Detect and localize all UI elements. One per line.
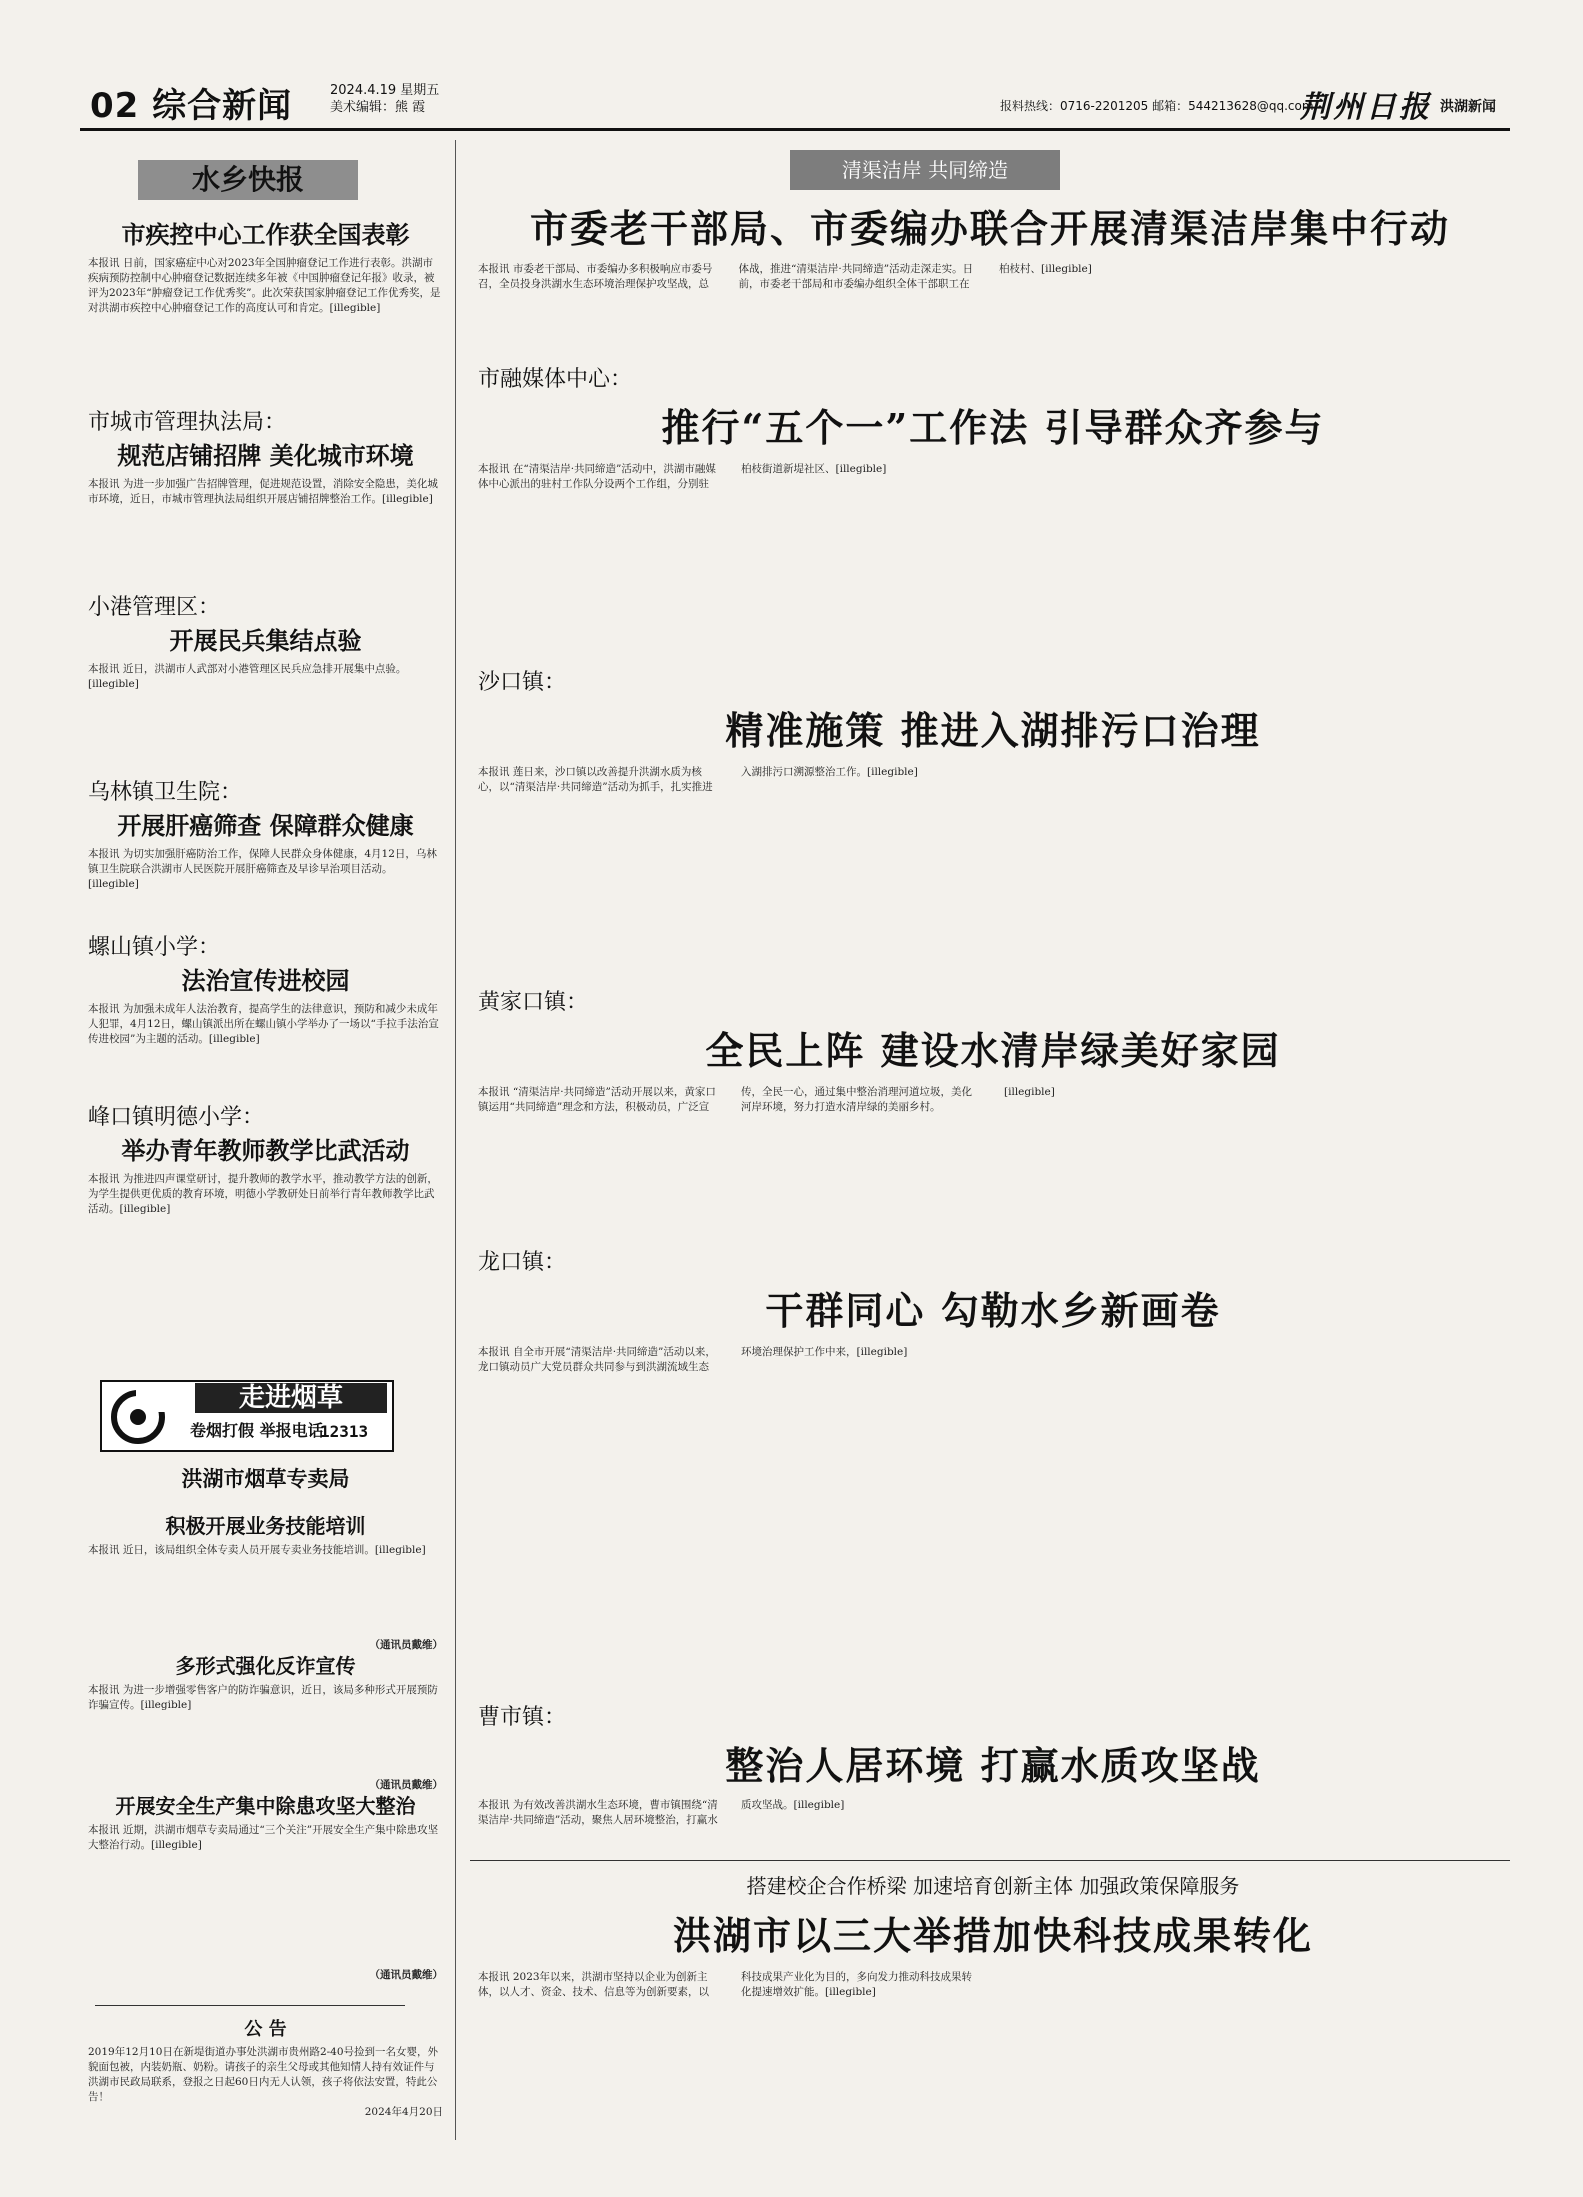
article-body: 本报讯 为进一步加强广告招牌管理，促进规范设置，消除安全隐患，美化城市环境，近日，市城市管理执法局组织开展店铺招牌整治工作。[illegible] xyxy=(88,478,438,505)
story-body: 本报讯 自全市开展“清渠洁岸·共同缔造”活动以来，龙口镇动员广大党员群众共同参与到洪湖流域生态环境治理保护工作中来，[illegible] xyxy=(478,1346,908,1373)
section-banner: 水乡快报 xyxy=(138,160,358,200)
story-section: 龙口镇： xyxy=(478,1250,567,1275)
bottom-rule xyxy=(470,1860,1510,1861)
story-section: 沙口镇： xyxy=(478,670,567,695)
story-headline: 精准施策 推进入湖排污口治理 xyxy=(725,708,1261,753)
story-headline: 整治人居环境 打赢水质攻坚战 xyxy=(725,1743,1261,1788)
article-body: 本报讯 近期，洪湖市烟草专卖局通过“三个关注”开展安全生产集中除患攻坚大整治行动。[illegible] xyxy=(88,1824,439,1851)
bottom-body: 本报讯 2023年以来，洪湖市坚持以企业为创新主体，以人才、资金、技术、信息等为创新要素，以科技成果产业化为目的，多向发力推动科技成果转化提速增效扩能。[illegible] xyxy=(478,1971,972,1998)
story-section: 曹市镇： xyxy=(478,1705,567,1730)
article-body: 本报讯 为加强未成年人法治教育，提高学生的法律意识，预防和减少未成年人犯罪，4月12日，螺山镇派出所在螺山镇小学举办了一场以“手拉手法治宣传进校园”为主题的活动。[illegible] xyxy=(88,1003,439,1045)
issue-meta xyxy=(330,82,439,116)
article-source: （通讯员戴维） xyxy=(369,1639,443,1651)
left-article-5 xyxy=(88,1100,443,1292)
tobacco-item-1 xyxy=(88,1650,443,1793)
article-headline: 开展民兵集结点验 xyxy=(169,626,362,655)
notice xyxy=(88,2015,443,2120)
tobacco-item-2 xyxy=(88,1790,443,1983)
left-article-1 xyxy=(88,405,443,587)
article-headline: 市疾控中心工作获全国表彰 xyxy=(121,220,410,249)
tobacco-hotline-label: 卷烟打假 举报电话 xyxy=(190,1421,324,1440)
article-source: （通讯员戴维） xyxy=(369,1779,443,1791)
story-0 xyxy=(478,362,1508,662)
story-body: 本报讯 莲日来，沙口镇以改善提升洪湖水质为核心，以“清渠洁岸·共同缔造”活动为抓手，扎实推进入湖排污口溯源整治工作。[illegible] xyxy=(478,766,918,793)
article-body: 本报讯 近日，该局组织全体专卖人员开展专卖业务技能培训。[illegible] xyxy=(88,1544,426,1556)
edition-name: 洪湖新闻 xyxy=(1440,99,1496,115)
theme-tag: 清渠洁岸 共同缔造 xyxy=(790,150,1060,190)
article-body: 本报讯 近日，洪湖市人武部对小港管理区民兵应急排开展集中点验。[illegible] xyxy=(88,663,407,690)
article-headline: 开展肝癌筛查 保障群众健康 xyxy=(117,811,414,840)
lead-body: 本报讯 市委老干部局、市委编办多积极响应市委号召，全员投身洪湖水生态环境治理保护攻坚战，总体战，推进“清渠洁岸·共同缔造”活动走深走实。日前，市委老干部局和市委编办组织全体干部职工在柏枝村、[illegible] xyxy=(478,263,1092,290)
story-headline: 全民上阵 建设水清岸绿美好家园 xyxy=(705,1028,1281,1073)
article-headline: 开展安全生产集中除患攻坚大整治 xyxy=(115,1794,416,1818)
article-section: 螺山镇小学： xyxy=(88,935,221,960)
article-body: 本报讯 为进一步增强零售客户的防诈骗意识，近日，该局多种形式开展预防诈骗宣传。[illegible] xyxy=(88,1684,438,1711)
story-2 xyxy=(478,985,1508,1255)
article-section: 峰口镇明德小学： xyxy=(88,1105,265,1130)
article-source: （通讯员戴维） xyxy=(369,1969,443,1981)
page-label: 02 综合新闻 xyxy=(90,86,293,126)
tobacco-hotline-number: 12313 xyxy=(320,1422,369,1441)
tobacco-item-0 xyxy=(88,1510,443,1653)
editor-credit: 美术编辑：熊 霞 xyxy=(330,100,426,115)
story-4 xyxy=(478,1700,1508,1893)
article-body: 本报讯 为推进四声课堂研讨，提升教师的教学水平，推动教学方法的创新，为学生提供更优质的教育环境，明德小学教研处日前举行青年教师教学比武活动。[illegible] xyxy=(88,1173,438,1215)
story-headline: 干群同心 勾勒水乡新画卷 xyxy=(765,1288,1221,1333)
tobacco-org: 洪湖市烟草专卖局 xyxy=(181,1466,350,1491)
article-section: 小港管理区： xyxy=(88,595,221,620)
article-section: 市城市管理执法局： xyxy=(88,410,287,435)
story-1 xyxy=(478,665,1508,965)
article-headline: 规范店铺招牌 美化城市环境 xyxy=(117,441,414,470)
article-section: 乌林镇卫生院： xyxy=(88,780,243,805)
issue-date: 2024.4.19 星期五 xyxy=(330,83,440,98)
story-3 xyxy=(478,1245,1508,1735)
header-rule xyxy=(80,128,1510,131)
tobacco-title: 走进烟草 xyxy=(195,1383,387,1413)
article-body: 本报讯 日前，国家癌症中心对2023年全国肿瘤登记工作进行表彰。洪湖市疾病预防控制中心肿瘤登记数据连续多年被《中国肿瘤登记年报》收录，被评为2023年“肿瘤登记工作优秀奖”。此次荣获国家肿瘤登记工作优秀奖，是对洪湖市疾控中心肿瘤登记工作的高度认可和肯定。[illegible] xyxy=(88,257,441,314)
story-section: 黄家口镇： xyxy=(478,990,589,1015)
hotline: 报料热线：0716-2201205 邮箱：544213628@qq.com xyxy=(1000,99,1314,113)
left-article-4 xyxy=(88,930,443,1097)
left-article-2 xyxy=(88,590,443,772)
article-headline: 法治宣传进校园 xyxy=(181,966,350,995)
bottom-story xyxy=(478,1870,1508,2135)
article-headline: 多形式强化反诈宣传 xyxy=(175,1654,356,1678)
lead-headline: 市委老干部局、市委编办联合开展清渠洁岸集中行动 xyxy=(529,206,1450,251)
bottom-kicker: 搭建校企合作桥梁 加速培育创新主体 加强政策保障服务 xyxy=(746,1874,1240,1898)
notice-rule xyxy=(95,2005,405,2006)
article-headline: 举办青年教师教学比武活动 xyxy=(121,1136,410,1165)
story-body: 本报讯 在“清渠洁岸·共同缔造”活动中，洪湖市融媒体中心派出的驻村工作队分设两个工作组，分别驻柏枝街道新堤社区、[illegible] xyxy=(478,463,887,490)
notice-date: 2024年4月20日 xyxy=(364,2106,443,2118)
notice-body: 2019年12月10日在新堤街道办事处洪湖市贵州路2-40号捡到一名女婴，外貌面包被，内装奶瓶、奶粉。请孩子的亲生父母或其他知情人持有效证件与洪湖市民政局联系，登报之日起60日内无人认领，孩子将依法安置，特此公告！ xyxy=(88,2046,439,2103)
article-body: 本报讯 为切实加强肝癌防治工作，保障人民群众身体健康，4月12日，乌林镇卫生院联合洪湖市人民医院开展肝癌筛查及早诊早治项目活动。[illegible] xyxy=(88,848,437,890)
story-body: 本报讯 “清渠洁岸·共同缔造”活动开展以来，黄家口镇运用“共同缔造”理念和方法，积极动员，广泛宣传，全民一心，通过集中整治消理河道垃圾，美化河岸环境，努力打造水清岸绿的美丽乡村。[illegible] xyxy=(478,1086,1055,1113)
story-section: 市融媒体中心： xyxy=(478,367,633,392)
article-headline: 积极开展业务技能培训 xyxy=(165,1514,366,1538)
newspaper-logo: 荆州日报 xyxy=(1300,90,1432,125)
left-article-0 xyxy=(88,215,443,396)
tobacco-logo-icon xyxy=(108,1390,168,1448)
left-article-3 xyxy=(88,775,443,927)
column-divider xyxy=(455,140,456,2140)
story-headline: 推行“五个一”工作法 引导群众齐参与 xyxy=(661,405,1325,450)
bottom-headline: 洪湖市以三大举措加快科技成果转化 xyxy=(672,1913,1313,1958)
story-body: 本报讯 为有效改善洪湖水生态环境，曹市镇围绕“清渠洁岸·共同缔造”活动，聚焦人居环境整治，打赢水质攻坚战。[illegible] xyxy=(478,1799,845,1826)
notice-title: 公 告 xyxy=(244,2019,287,2040)
